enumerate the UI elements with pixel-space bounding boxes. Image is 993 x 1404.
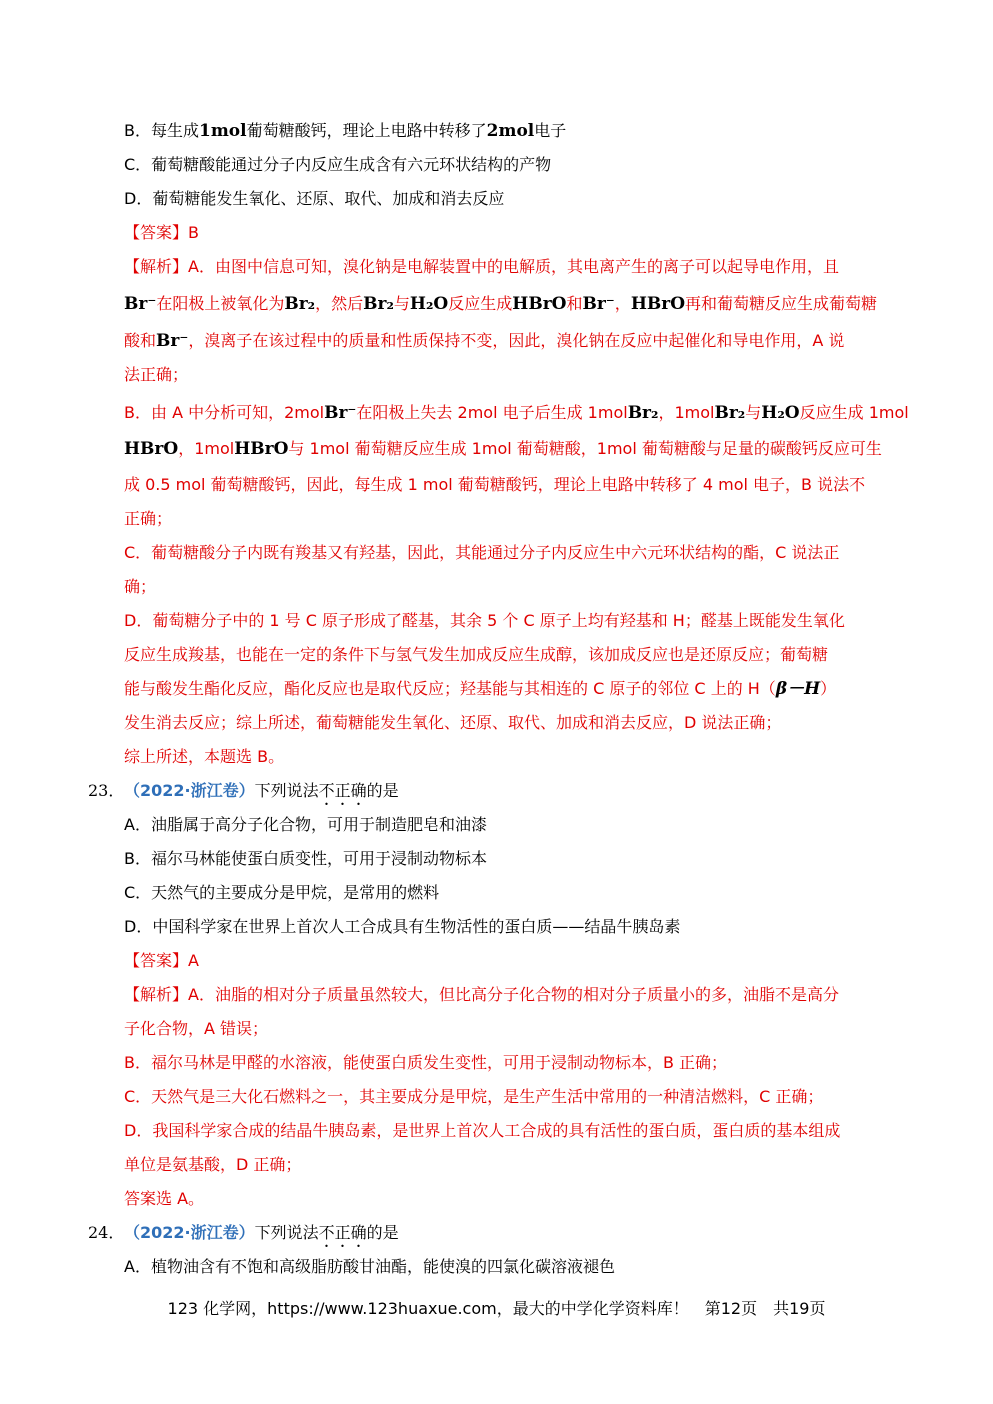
text: 的是: [366, 781, 399, 800]
text: 与 1mol 葡萄糖反应生成 1mol 葡萄糖酸，1mol 葡萄糖酸与足量的碳酸钙反应可生: [288, 439, 882, 458]
q24-stem: [124, 1218, 914, 1248]
text: 的是: [366, 1223, 399, 1242]
q22-analysis-d-line3: [124, 674, 914, 704]
chem-formula: Br⁻: [156, 331, 189, 351]
q23-analysis-line6: 单位是氨基酸，D 正确；: [124, 1155, 302, 1174]
q22-conclusion: 综上所述，本题选 B。: [124, 747, 285, 766]
text: 与: [745, 403, 762, 422]
chem-formula: Br₂: [284, 294, 316, 314]
text: ）: [820, 679, 837, 698]
q22-analysis-b-line1: [124, 398, 914, 428]
text: 再和葡萄糖反应生成葡萄糖: [685, 294, 878, 313]
q22-analysis-d-line2: 反应生成羧基，也能在一定的条件下与氢气发生加成反应生成醇，该加成反应也是还原反应；葡萄糖: [124, 645, 829, 664]
text: 与: [393, 294, 410, 313]
chem-formula: 1mol: [198, 121, 247, 141]
text: B．每生成: [124, 121, 199, 140]
emphasis-text: 不正确: [318, 1223, 367, 1242]
chem-formula: Br₂: [714, 403, 746, 423]
q23-analysis-line2: 子化合物，A 错误；: [124, 1019, 269, 1038]
chem-formula: HBrO: [630, 294, 686, 314]
text: 反应生成 1mol: [799, 403, 909, 422]
text: 在阳极上被氧化为: [156, 294, 285, 313]
q23-option-c: C．天然气的主要成分是甲烷，是常用的燃料: [124, 883, 440, 902]
q22-option-d: D．葡萄糖能发生氧化、还原、取代、加成和消去反应: [124, 189, 505, 208]
q22-analysis-b-line3: [124, 470, 914, 500]
q24-option-a: A．植物油含有不饱和高级脂肪酸甘油酯，能使溴的四氯化碳溶液褪色: [124, 1257, 615, 1276]
text: ，1mol: [178, 439, 235, 458]
q23-option-a: A．油脂属于高分子化合物，可用于制造肥皂和油漆: [124, 815, 487, 834]
text: 正确；: [124, 509, 173, 528]
q23-analysis-line3: B．福尔马林是甲醛的水溶液，能使蛋白质发生变性，可用于浸制动物标本，B 正确；: [124, 1053, 728, 1072]
q22-answer: 【答案】B: [124, 223, 199, 242]
chem-formula: H₂O: [761, 403, 800, 423]
text: 反应生成: [448, 294, 513, 313]
chem-formula: 2mol: [486, 121, 535, 141]
chem-formula: HBrO: [512, 294, 567, 314]
emphasis-text: 不正确: [318, 781, 367, 800]
q23-analysis-line1: 【解析】A．油脂的相对分子质量虽然较大，但比高分子化合物的相对分子质量小的多，油脂不是高分: [124, 985, 839, 1004]
question-source: （2022·浙江卷）: [124, 1223, 255, 1242]
text: 葡萄糖酸钙，理论上电路中转移了: [246, 121, 487, 140]
q22-analysis-a-line2: [124, 289, 914, 319]
text: ，然后: [315, 294, 364, 313]
q23-conclusion: 答案选 A。: [124, 1189, 205, 1208]
text: 和: [566, 294, 583, 313]
text: 下列说法: [254, 781, 319, 800]
text: 【解析】A．由图中信息可知，溴化钠是电解装置中的电解质，其电离产生的离子可以起导电作用，且: [124, 257, 839, 276]
q22-analysis-c-line2: 确；: [124, 577, 157, 596]
q23-number: 23．: [88, 781, 125, 800]
text: 电子: [534, 121, 567, 140]
q22-analysis-d-line4: 发生消去反应；综上所述，葡萄糖能发生氧化、还原、取代、加成和消去反应，D 说法正确；: [124, 713, 782, 732]
page-footer: 123 化学网，https://www.123huaxue.com，最大的中学化学资料库！ 第12页 共19页: [167, 1299, 826, 1318]
text: 法正确；: [124, 365, 189, 384]
q23-option-d: D．中国科学家在世界上首次人工合成具有生物活性的蛋白质——结晶牛胰岛素: [124, 917, 681, 936]
chem-formula: HBrO: [234, 439, 289, 459]
q22-option-b: [124, 116, 914, 146]
q22-analysis-c-line1: C．葡萄糖酸分子内既有羧基又有羟基，因此，其能通过分子内反应生中六元环状结构的酯，C 说法正: [124, 543, 840, 562]
q22-analysis-d-line1: D．葡萄糖分子中的 1 号 C 原子形成了醛基，其余 5 个 C 原子上均有羟基和 H；醛基上既能发生氧化: [124, 611, 845, 630]
beta-h-formula: β－H: [775, 679, 821, 699]
chem-formula: Br⁻: [124, 294, 157, 314]
q22-analysis-b-line4: [124, 504, 914, 534]
q23-analysis-line5: D．我国科学家合成的结晶牛胰岛素，是世界上首次人工合成的具有活性的蛋白质，蛋白质的基本组成: [124, 1121, 841, 1140]
q22-analysis-b-line2: [124, 434, 914, 464]
text: 成 0.5 mol 葡萄糖酸钙，因此，每生成 1 mol 葡萄糖酸钙，理论上电路中转移了 4 mol 电子，B 说法不: [124, 475, 866, 494]
text: 在阳极上失去 2mol 电子后生成 1mol: [356, 403, 628, 422]
q23-answer: 【答案】A: [124, 951, 199, 970]
text: ，: [614, 294, 631, 313]
q22-analysis-a-line3: [124, 326, 914, 356]
chem-formula: Br⁻: [582, 294, 615, 314]
text: ，溴离子在该过程中的质量和性质保持不变，因此，溴化钠在反应中起催化和导电作用，A 说: [188, 331, 845, 350]
q24-number: 24．: [88, 1223, 125, 1242]
chem-formula: Br⁻: [324, 403, 357, 423]
q23-stem: [124, 776, 914, 806]
q22-analysis-a-line1: [124, 252, 914, 282]
text: B．由 A 中分析可知，2mol: [124, 403, 325, 422]
chem-formula: H₂O: [409, 294, 449, 314]
chem-formula: Br₂: [627, 403, 659, 423]
q23-analysis-line4: C．天然气是三大化石燃料之一，其主要成分是甲烷，是生产生活中常用的一种清洁燃料，C 正确；: [124, 1087, 824, 1106]
chem-formula: Br₂: [363, 294, 394, 314]
question-source: （2022·浙江卷）: [124, 781, 255, 800]
q22-analysis-a-line4: [124, 360, 914, 390]
text: 下列说法: [254, 1223, 319, 1242]
q22-option-c: C．葡萄糖酸能通过分子内反应生成含有六元环状结构的产物: [124, 155, 552, 174]
text: 酸和: [124, 331, 157, 350]
text: 能与酸发生酯化反应，酯化反应也是取代反应；羟基能与其相连的 C 原子的邻位 C 上的 H（: [124, 679, 776, 698]
text: ，1mol: [658, 403, 715, 422]
chem-formula: HBrO: [124, 439, 179, 459]
q23-option-b: B．福尔马林能使蛋白质变性，可用于浸制动物标本: [124, 849, 487, 868]
